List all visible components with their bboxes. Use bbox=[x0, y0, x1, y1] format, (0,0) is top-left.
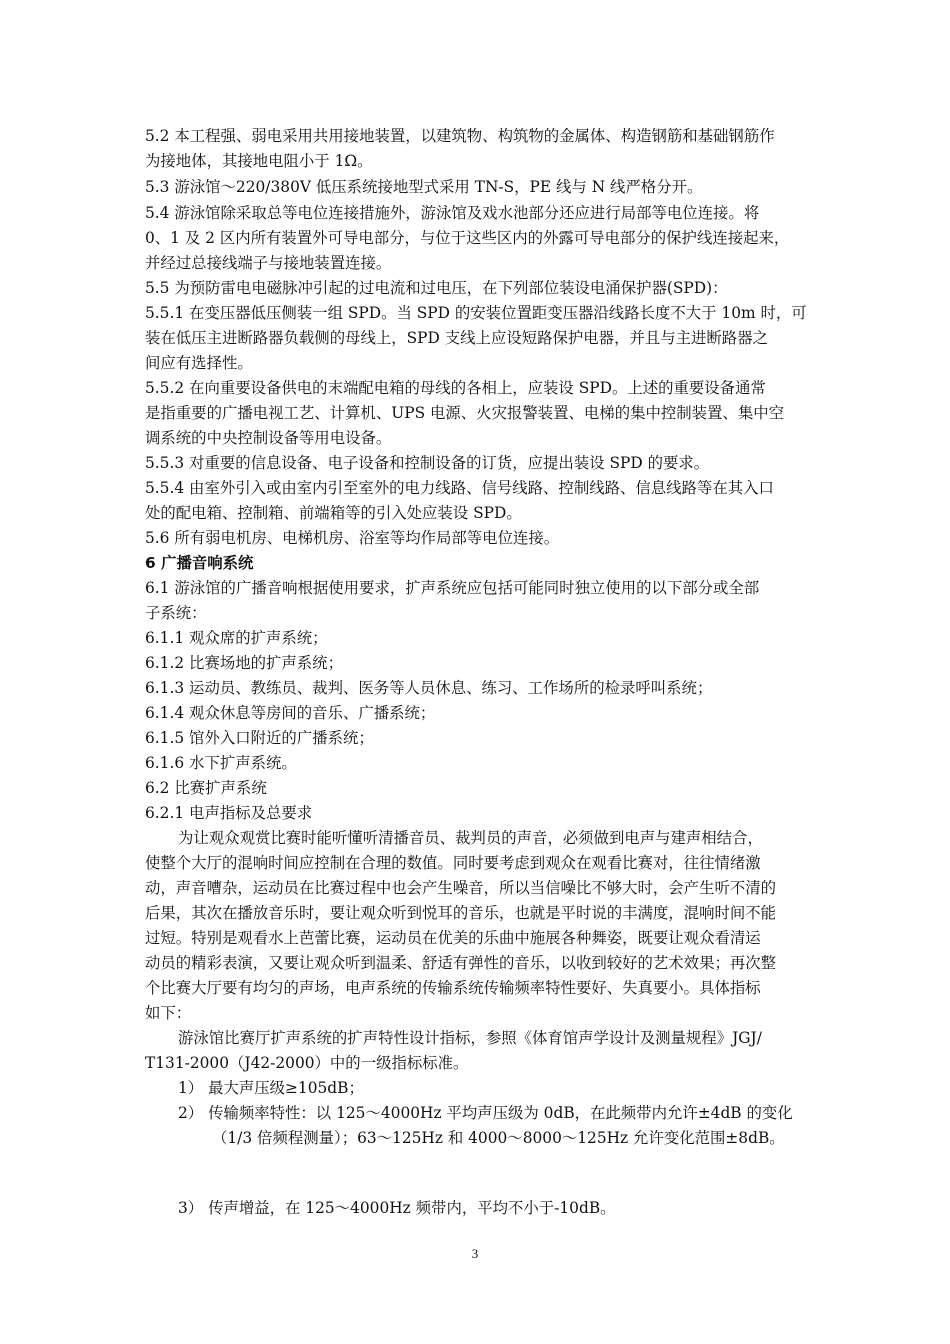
list-item: 2） 传输频率特性：以 125～4000Hz 平均声压级为 0dB，在此频带内允许±4dB 的变化 bbox=[178, 1104, 793, 1122]
list-item-continuation: （1/3 倍频程测量）；63～125Hz 和 4000～8000～125Hz 允许变化范围±8dB。 bbox=[212, 1129, 785, 1147]
paragraph-line: 个比赛大厅要有均匀的声场，电声系统的传输系统传输频率特性要好、失真要小。具体指标 bbox=[145, 979, 761, 997]
list-item: 1） 最大声压级≥105dB； bbox=[178, 1079, 364, 1097]
text-line: 5.2 本工程强、弱电采用共用接地装置，以建筑物、构筑物的金属体、构造钢筋和基础钢筋作 bbox=[145, 127, 775, 145]
paragraph-line: 为让观众观赏比赛时能听懂听清播音员、裁判员的声音，必须做到电声与建声相结合， bbox=[178, 829, 763, 847]
section-heading: 6 广播音响系统 bbox=[145, 554, 254, 572]
text-line: 6.1.5 馆外入口附近的广播系统； bbox=[145, 729, 374, 747]
list-item: 3） 传声增益，在 125～4000Hz 频带内，平均不小于-10dB。 bbox=[178, 1199, 616, 1217]
paragraph-line: 游泳馆比赛厅扩声系统的扩声特性设计指标，参照《体育馆声学设计及测量规程》JGJ/ bbox=[178, 1029, 762, 1047]
paragraph-line: 如下： bbox=[145, 1004, 192, 1022]
text-line: 6.1.3 运动员、教练员、裁判、医务等人员休息、练习、工作场所的检录呼叫系统； bbox=[145, 679, 713, 697]
text-line: 间应有选择性。 bbox=[145, 354, 253, 372]
text-line: 6.1 游泳馆的广播音响根据使用要求，扩声系统应包括可能同时独立使用的以下部分或全部 bbox=[145, 579, 760, 597]
text-line: 并经过总接线端子与接地装置连接。 bbox=[145, 254, 392, 272]
text-line: 6.1.1 观众席的扩声系统； bbox=[145, 629, 328, 647]
paragraph-line: 使整个大厅的混响时间应控制在合理的数值。同时要考虑到观众在观看比赛对，往往情绪激 bbox=[145, 854, 761, 872]
paragraph-line: 动，声音嘈杂，运动员在比赛过程中也会产生噪音，所以当信噪比不够大时，会产生听不清的 bbox=[145, 879, 777, 897]
text-line: 装在低压主进断路器负载侧的母线上，SPD 支线上应设短路保护电器，并且与主进断路器之 bbox=[145, 329, 768, 347]
text-line: 处的配电箱、控制箱、前端箱等的引入处应装设 SPD。 bbox=[145, 504, 522, 522]
text-line: 6.1.4 观众休息等房间的音乐、广播系统； bbox=[145, 704, 436, 722]
text-line: 0、1 及 2 区内所有装置外可导电部分，与位于这些区内的外露可导电部分的保护线连接起来， bbox=[145, 229, 790, 247]
text-line: 5.5.1 在变压器低压侧装一组 SPD。当 SPD 的安装位置距变压器沿线路长度不大于 10m 时，可 bbox=[145, 304, 807, 322]
text-line: 5.4 游泳馆除采取总等电位连接措施外，游泳馆及戏水池部分还应进行局部等电位连接。将 bbox=[145, 204, 760, 222]
text-line: 5.5.3 对重要的信息设备、电子设备和控制设备的订货，应提出装设 SPD 的要求。 bbox=[145, 454, 710, 472]
text-line: 5.5.2 在向重要设备供电的末端配电箱的母线的各相上，应装设 SPD。上述的重要设备通常 bbox=[145, 379, 766, 397]
text-line: 6.2 比赛扩声系统 bbox=[145, 779, 267, 797]
text-line: 5.3 游泳馆～220/380V 低压系统接地型式采用 TN-S，PE 线与 N 线严格分开。 bbox=[145, 178, 703, 196]
paragraph-line: 后果，其次在播放音乐时，要让观众听到悦耳的音乐，也就是平时说的丰满度，混响时间不能 bbox=[145, 904, 777, 922]
paragraph-line: 过短。特别是观看水上芭蕾比赛，运动员在优美的乐曲中施展各种舞姿，既要让观众看清运 bbox=[145, 929, 761, 947]
text-line: 5.5.4 由室外引入或由室内引至室外的电力线路、信号线路、控制线路、信息线路等在其入口 bbox=[145, 479, 774, 497]
text-line: 5.6 所有弱电机房、电梯机房、浴室等均作局部等电位连接。 bbox=[145, 529, 560, 547]
page-number: 3 bbox=[471, 1246, 479, 1261]
paragraph-line: 动员的精彩表演，又要让观众听到温柔、舒适有弹性的音乐，以收到较好的艺术效果；再次整 bbox=[145, 954, 777, 972]
text-line: 子系统： bbox=[145, 604, 207, 622]
text-line: 6.1.2 比赛场地的扩声系统； bbox=[145, 654, 343, 672]
text-line: 调系统的中央控制设备等用电设备。 bbox=[145, 429, 392, 447]
text-line: 5.5 为预防雷电电磁脉冲引起的过电流和过电压，在下列部位装设电涌保护器(SPD)： bbox=[145, 279, 728, 297]
text-line: 为接地体，其接地电阻小于 1Ω。 bbox=[145, 152, 373, 170]
paragraph-line: T131-2000（J42-2000）中的一级指标标准。 bbox=[145, 1054, 469, 1072]
text-line: 6.2.1 电声指标及总要求 bbox=[145, 804, 313, 822]
text-line: 是指重要的广播电视工艺、计算机、UPS 电源、火灾报警装置、电梯的集中控制装置、集中空 bbox=[145, 404, 784, 422]
text-line: 6.1.6 水下扩声系统。 bbox=[145, 754, 297, 772]
